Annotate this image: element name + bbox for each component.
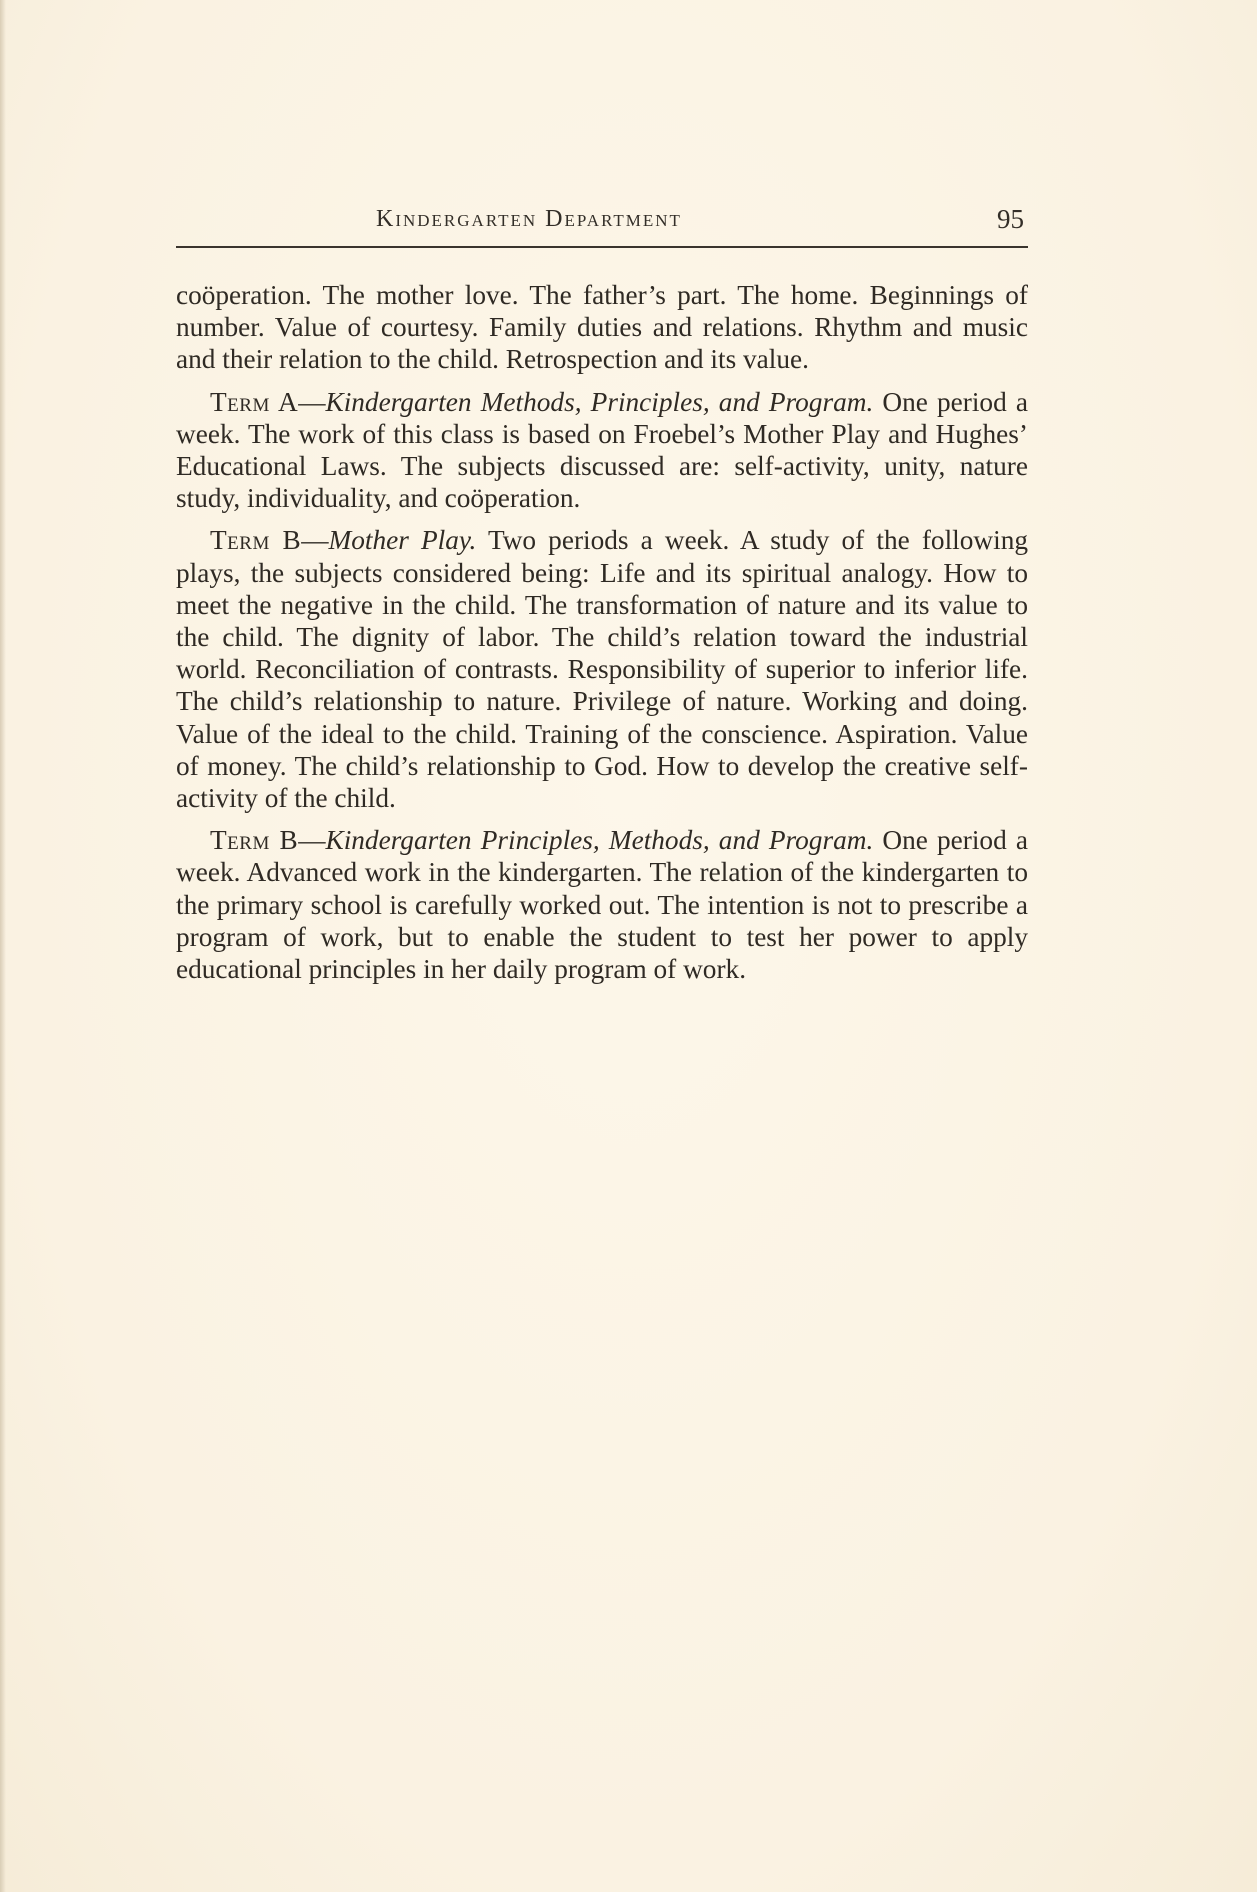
page-edge-shadow [0,0,6,1892]
paragraph-text: One period a week. The work of this class is based on Froebel’s Mother Play and Hughes’ Educational Laws. The subjects discussed are: self-activity, unity, nature study, individuality, and coöperation. [176,386,1028,514]
term-dash: — [301,525,329,556]
body-text [176,279,1028,995]
paragraph-text: coöperation. The mother love. The father’s part. The home. Beginnings of number. Value of courtesy. Family duties and relations. Rhythm and music and their relation to the child. Retrospection and its value. [176,280,1028,375]
course-title: Mother Play. [328,525,477,556]
paragraph-term-a [176,386,1028,515]
paragraph-term-b-kindergarten [176,824,1028,985]
course-title: Kindergarten Principles, Methods, and Program. [325,825,874,856]
term-label: Term B [210,525,302,556]
paragraph-text: Two periods a week. A study of the following plays, the subjects considered being: Life and its spiritual analogy. How to meet the negative in the child. The transformation of nature and its value to the child. The dignity of labor. The child’s relation toward the industrial world. Reconciliation of contrasts. Responsibility of superior to inferior life. The child’s relationship to nature. Privilege of nature. Working and doing. Value of the ideal to the child. Training of the conscience. Aspiration. Value of money. The child’s relationship to God. How to develop the creative self-activity of the child. [176,525,1028,814]
term-dash: — [298,825,326,856]
running-head: Kindergarten Department [376,206,682,232]
page-header [176,200,1028,248]
course-title: Kindergarten Methods, Principles, and Program. [325,386,874,417]
term-label: Term B [210,825,299,856]
term-dash: — [298,386,326,417]
paragraph-continuation [176,279,1028,376]
paragraph-term-b-mother-play [176,524,1028,814]
paragraph-text: One period a week. Advanced work in the kindergarten. The relation of the kindergarten to the primary school is carefully worked out. The intention is not to prescribe a program of work, but to enable the student to test her power to apply educational principles in her daily program of work. [176,825,1028,985]
term-label: Term A [210,386,299,417]
page-number: 95 [997,204,1024,234]
